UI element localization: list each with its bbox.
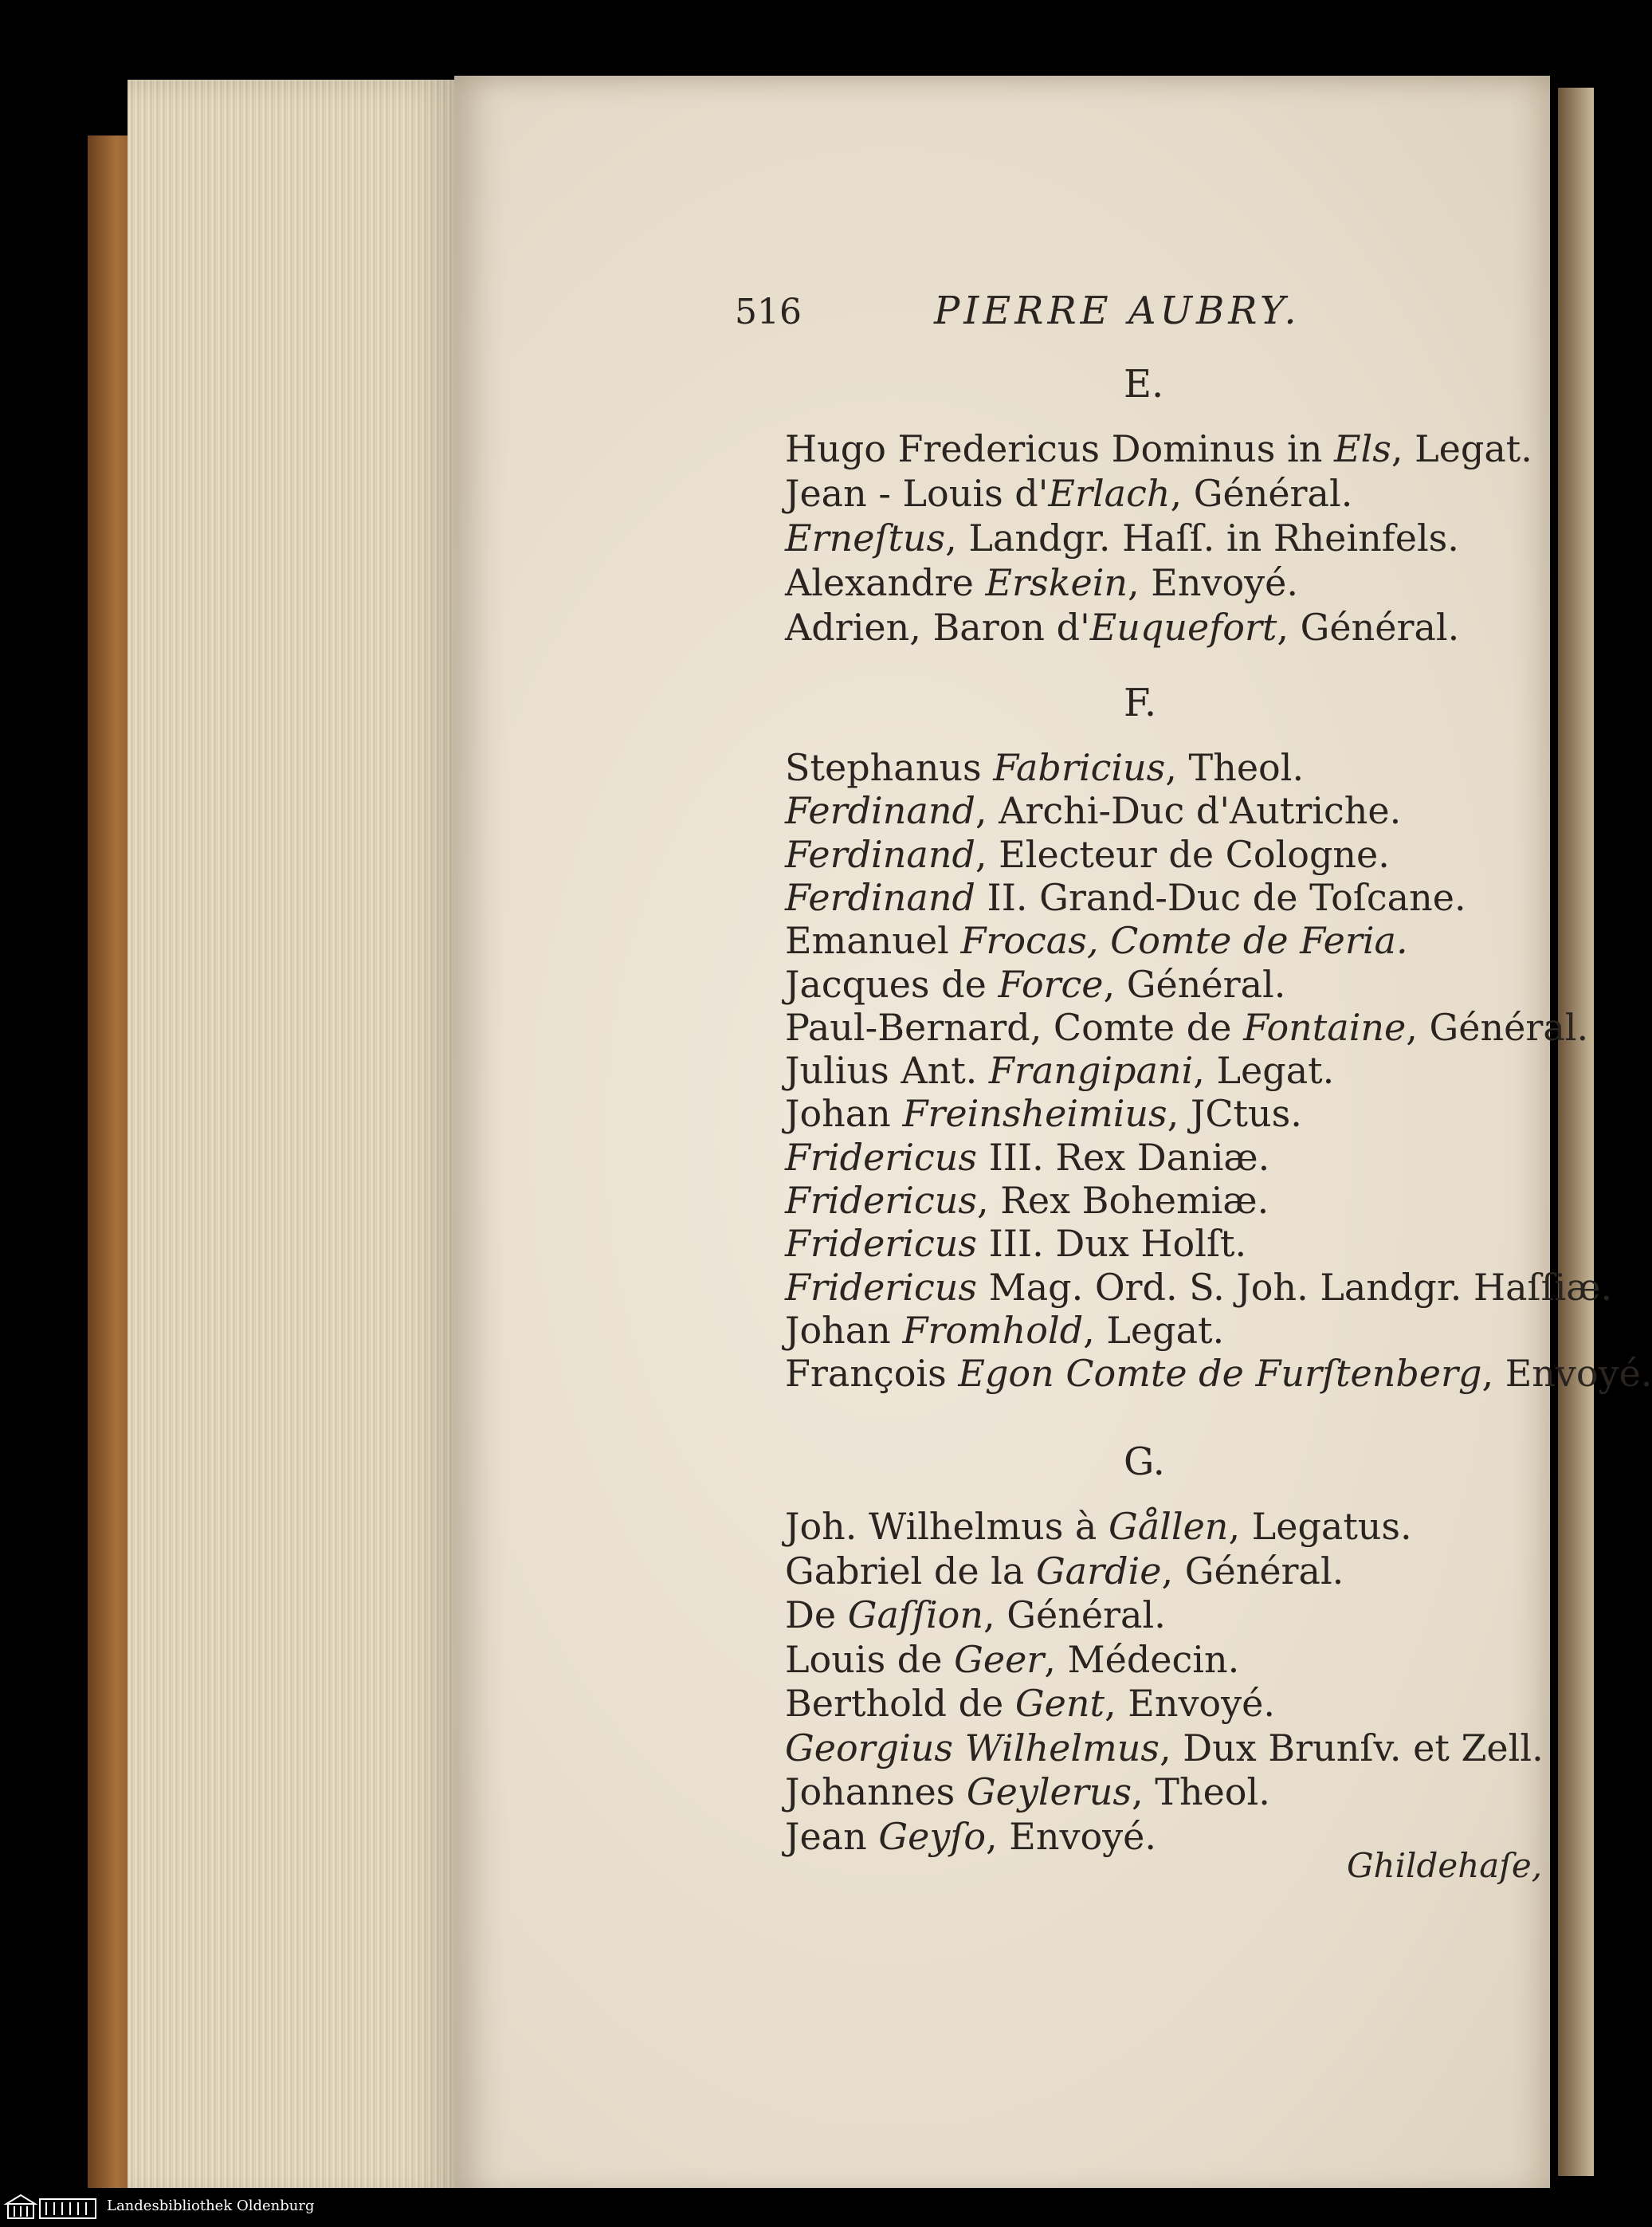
index-entry bbox=[785, 1815, 1156, 1858]
index-entry bbox=[785, 1092, 1302, 1135]
entry-name-italic: Erneſtus bbox=[785, 516, 946, 560]
entry-name-italic: Euquefort bbox=[1089, 606, 1277, 649]
entry-text: Johan bbox=[785, 1092, 903, 1135]
entry-name-italic: Gållen bbox=[1108, 1505, 1229, 1548]
entry-text: , Legat. bbox=[1391, 427, 1532, 470]
footer-bar bbox=[0, 2188, 1594, 2227]
entry-text: Berthold de bbox=[785, 1682, 1015, 1725]
entry-name-italic: Erskein bbox=[985, 561, 1128, 604]
entry-name-italic: Georgius Wilhelmus bbox=[785, 1726, 1160, 1769]
entry-text: , Général. bbox=[1170, 472, 1353, 515]
entry-text: III. Rex Daniæ. bbox=[976, 1136, 1270, 1179]
index-entry bbox=[785, 1549, 1344, 1593]
entry-text: III. Dux Holſt. bbox=[976, 1222, 1247, 1265]
index-entry bbox=[785, 1352, 1652, 1395]
entry-text: , Legatus. bbox=[1228, 1505, 1412, 1548]
page-fore-edges bbox=[128, 80, 462, 2200]
entry-name-italic: Gaſſion bbox=[847, 1593, 983, 1636]
entry-name-italic: Force bbox=[998, 963, 1104, 1006]
entry-name-italic: Egon Comte de Furſtenberg bbox=[958, 1352, 1482, 1395]
entry-text: Jean - Louis d' bbox=[785, 472, 1049, 515]
entry-name-italic: Gardie bbox=[1035, 1549, 1162, 1593]
entry-text: , Dux Brunſv. et Zell. bbox=[1159, 1726, 1544, 1769]
section-letter: F. bbox=[1124, 681, 1157, 725]
entry-name-italic: Fridericus bbox=[785, 1136, 977, 1179]
entry-text: II. Grand-Duc de Toſcane. bbox=[975, 876, 1466, 919]
index-entry bbox=[785, 1136, 1270, 1179]
entry-name-italic: Els bbox=[1333, 427, 1391, 470]
entry-text: Jacques de bbox=[785, 963, 999, 1006]
entry-text: , Général. bbox=[1406, 1006, 1589, 1049]
index-entry bbox=[785, 1726, 1544, 1769]
section-letter: E. bbox=[1124, 362, 1164, 407]
entry-name-italic: Gent bbox=[1014, 1682, 1105, 1725]
entry-name-italic: Geer bbox=[954, 1638, 1045, 1681]
index-entry bbox=[785, 1222, 1247, 1265]
index-entry bbox=[785, 516, 1459, 560]
section-letter: G. bbox=[1124, 1439, 1165, 1484]
entry-text: , JCtus. bbox=[1167, 1092, 1302, 1135]
entry-text: , Envoyé. bbox=[1105, 1682, 1275, 1725]
index-entry bbox=[785, 561, 1299, 604]
entry-text: Paul-Bernard, Comte de bbox=[785, 1006, 1244, 1049]
entry-text: , Envoyé. bbox=[1128, 561, 1299, 604]
entry-text: , Legat. bbox=[1083, 1309, 1225, 1352]
entry-text: , Landgr. Haſſ. in Rheinfels. bbox=[945, 516, 1459, 560]
entry-text: , Rex Bohemiæ. bbox=[976, 1179, 1269, 1222]
index-entry bbox=[785, 919, 1408, 962]
index-entry bbox=[785, 1682, 1275, 1725]
index-entry bbox=[785, 1006, 1589, 1049]
entry-name-italic: Fridericus bbox=[785, 1179, 977, 1222]
entry-text: , Général. bbox=[1277, 606, 1460, 649]
index-entry bbox=[785, 472, 1353, 515]
entry-text: Louis de bbox=[785, 1638, 955, 1681]
entry-name-italic: Frocas, Comte de Feria. bbox=[960, 919, 1408, 962]
library-building-icon bbox=[5, 2193, 99, 2221]
entry-name-italic: Geyſo bbox=[878, 1815, 987, 1858]
entry-text: Emanuel bbox=[785, 919, 961, 962]
entry-text: Stephanus bbox=[785, 746, 994, 789]
entry-name-italic: Fabricius bbox=[993, 746, 1166, 789]
entry-text: , Général. bbox=[1103, 963, 1286, 1006]
index-entry bbox=[785, 1770, 1270, 1813]
entry-name-italic: Erlach bbox=[1048, 472, 1171, 515]
entry-text: Johan bbox=[785, 1309, 903, 1352]
entry-text: Johannes bbox=[785, 1770, 967, 1813]
index-entry bbox=[785, 1309, 1225, 1352]
entry-text: Joh. Wilhelmus à bbox=[785, 1505, 1109, 1548]
entry-text: , Legat. bbox=[1193, 1049, 1335, 1092]
entry-name-italic: Fridericus bbox=[785, 1266, 977, 1309]
entry-name-italic: Ferdinand bbox=[785, 876, 975, 919]
entry-name-italic: Fromhold bbox=[902, 1309, 1084, 1352]
index-entry bbox=[785, 876, 1466, 919]
index-entry bbox=[785, 833, 1390, 876]
entry-text: Hugo Fredericus Dominus in bbox=[785, 427, 1334, 470]
index-entry bbox=[785, 1266, 1613, 1309]
library-name: Landesbibliothek Oldenburg bbox=[107, 2198, 315, 2214]
entry-text: , Envoyé. bbox=[986, 1815, 1156, 1858]
page-number: 516 bbox=[735, 292, 802, 332]
entry-text: Jean bbox=[785, 1815, 879, 1858]
catchword: Ghildehaſe, bbox=[1347, 1846, 1543, 1885]
entry-text: Adrien, Baron d' bbox=[785, 606, 1090, 649]
entry-name-italic: Ferdinand bbox=[785, 789, 975, 832]
entry-text: , Envoyé. bbox=[1481, 1352, 1652, 1395]
entry-text: , Electeur de Cologne. bbox=[975, 833, 1390, 876]
index-entry bbox=[785, 746, 1305, 789]
entry-text: , Général. bbox=[1161, 1549, 1344, 1593]
entry-text: , Général. bbox=[983, 1593, 1166, 1636]
index-entry bbox=[785, 606, 1460, 649]
entry-text: , Theol. bbox=[1165, 746, 1305, 789]
entry-text: François bbox=[785, 1352, 959, 1395]
index-entry bbox=[785, 1505, 1412, 1548]
index-entry bbox=[785, 427, 1532, 470]
entry-name-italic: Geylerus bbox=[966, 1770, 1132, 1813]
entry-text: Alexandre bbox=[785, 561, 986, 604]
entry-text: Julius Ant. bbox=[785, 1049, 989, 1092]
entry-text: , Archi-Duc d'Autriche. bbox=[975, 789, 1402, 832]
entry-name-italic: Frangipani bbox=[988, 1049, 1194, 1092]
index-entry bbox=[785, 1179, 1269, 1222]
entry-text: Gabriel de la bbox=[785, 1549, 1036, 1593]
facing-page-edge bbox=[1558, 88, 1594, 2176]
index-entry bbox=[785, 963, 1286, 1006]
entry-name-italic: Freinsheimius bbox=[902, 1092, 1167, 1135]
entry-name-italic: Fridericus bbox=[785, 1222, 977, 1265]
running-head: PIERRE AUBRY. bbox=[934, 289, 1301, 333]
entry-text: , Theol. bbox=[1132, 1770, 1270, 1813]
index-entry bbox=[785, 789, 1402, 832]
entry-name-italic: Fontaine bbox=[1243, 1006, 1407, 1049]
index-entry bbox=[785, 1593, 1166, 1636]
index-entry bbox=[785, 1638, 1240, 1681]
entry-text: Mag. Ord. S. Joh. Landgr. Haſſiæ. bbox=[976, 1266, 1613, 1309]
entry-text: , Médecin. bbox=[1044, 1638, 1240, 1681]
entry-text: De bbox=[785, 1593, 848, 1636]
index-entry bbox=[785, 1049, 1335, 1092]
entry-name-italic: Ferdinand bbox=[785, 833, 975, 876]
